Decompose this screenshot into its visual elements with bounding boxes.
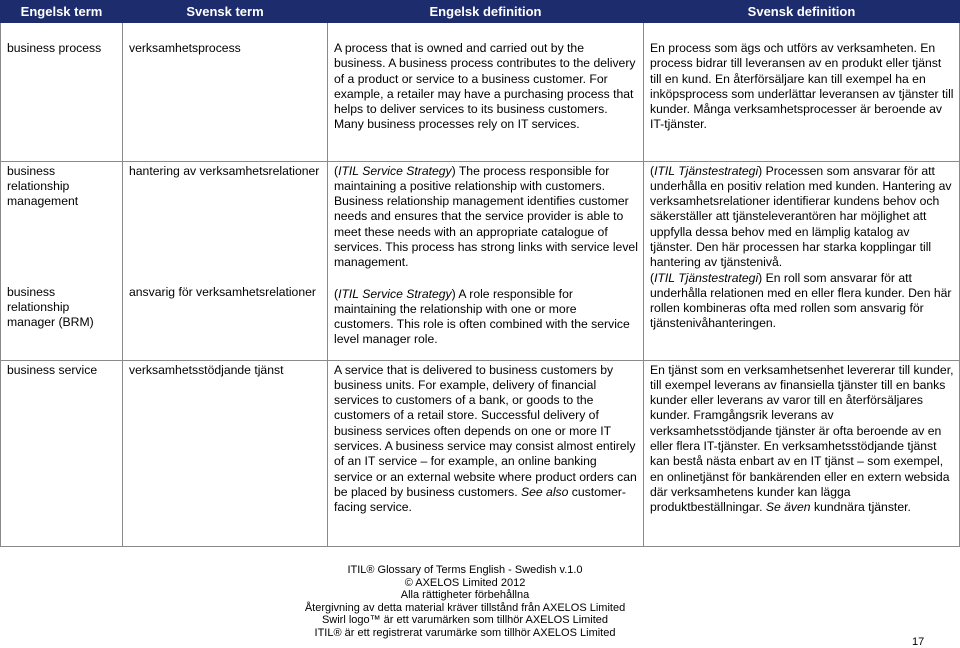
swedish-definition: En process som ägs och utförs av verksamheten. En process bidrar till leveransen av en produkt eller tjänst till en kund. En återförsäljare kan till exempel ha en inköpsprocess som underlättar leveransen av tjänster till kunder. Många verksamhetsprocesser är beroende av IT-tjänster.	[650, 41, 954, 132]
english-definition	[334, 164, 638, 271]
swedish-term-cell	[123, 39, 328, 161]
english-definition-cell	[328, 39, 644, 161]
see-also-label: See also	[520, 484, 569, 499]
header-english-term: Engelsk term	[1, 1, 123, 23]
english-term: business relationship management	[7, 163, 79, 209]
definition-text: ) En roll som ansvarar för att underhålla relationen med en eller flera kunder. Den här rollen kombineras ofta med rollen som ansvarig för tjänstenivåhanteringen.	[650, 270, 952, 331]
definition-text: customer-facing service.	[334, 484, 626, 515]
swedish-term-cell	[123, 161, 328, 360]
paren: (	[334, 163, 339, 178]
table-row	[1, 360, 960, 546]
publication-reference: ITIL Service Strategy	[338, 163, 452, 178]
swedish-term: hantering av verksamhetsrelationer	[129, 163, 320, 178]
page-number: 17	[912, 636, 925, 648]
english-term-cell	[1, 161, 123, 360]
swedish-definition	[650, 363, 953, 515]
english-term: business relationship manager (BRM)	[7, 284, 94, 330]
page-footer	[0, 564, 930, 640]
header-swedish-definition: Svensk definition	[644, 1, 960, 23]
definition-text: ) A role responsible for maintaining the relationship with one or more customers. This role is often combined with the service level manager role.	[334, 286, 630, 347]
english-definition	[334, 363, 637, 515]
english-term-cell	[1, 360, 123, 546]
header-swedish-term: Svensk term	[123, 1, 328, 23]
english-definition	[334, 287, 638, 348]
header-english-definition: Engelsk definition	[328, 1, 644, 23]
swedish-definition	[650, 271, 954, 332]
definition-text: En tjänst som en verksamhetsenhet levererar till kunder, till exempel leverans av finansiella tjänster till en banks kunder eller leverans av varor till en återförsäljares kunder. Framgångsrik leverans av verksamhetsstödjande tjänster är ofta beroende av en eller flera IT-tjänster. En verksamhetsstödjande tjänst kan bestå nästa enbart av en IT tjänst – som exempel, en onlinetjänst för bankärenden eller en extern websida där verksamhetens kunder kan lägga produktbeställningar.	[650, 362, 954, 515]
swedish-definition-cell	[644, 360, 960, 546]
swedish-term-cell	[123, 360, 328, 546]
definition-text: ) Processen som ansvarar för att underhålla en positiv relation med kunden. Hantering av verksamhetsrelationer identifierar kundens behov och säkerställer att tjänsteleverantören har möjlighet att uppfylla dessa behov med en lämplig katalog av tjänster. Den här processen har starka kopplingar till hantering av tjänstenivå.	[650, 163, 952, 270]
english-term: business service	[7, 362, 98, 377]
paren: (	[650, 163, 655, 178]
publication-reference: ITIL Service Strategy	[338, 286, 452, 301]
english-definition-cell	[328, 360, 644, 546]
publication-reference: ITIL Tjänstestrategi	[654, 270, 759, 285]
publication-reference: ITIL Tjänstestrategi	[654, 163, 759, 178]
swedish-term: ansvarig för verksamhetsrelationer	[129, 284, 316, 299]
definition-text: ) The process responsible for maintaining a positive relationship with customers. Business relationship management identifies customer needs and ensures that the service provider is able to meet these needs with an appropriate catalogue of services. This process has strong links with service level management.	[334, 163, 638, 270]
swedish-definition-cell	[644, 39, 960, 161]
footer-trademark-swirl: Swirl logo™ är ett varumärken som tillhör AXELOS Limited	[321, 614, 609, 627]
header-spacer-row	[1, 23, 960, 40]
english-term-cell	[1, 39, 123, 161]
table-header-row	[1, 1, 960, 23]
swedish-definition-cell	[644, 161, 960, 360]
english-term: business process	[7, 41, 102, 55]
paren: (	[334, 286, 339, 301]
see-also-label: Se även	[765, 500, 811, 515]
english-definition-cell	[328, 161, 644, 360]
definition-text: A service that is delivered to business customers by business units. For example, delivery of financial services to customers of a bank, or goods to the customers of a retail store. Successful delivery of business services often depends on one or more IT services. A business service may consist almost entirely of an IT service – for example, an online banking service or an external website where product orders can be placed by business customers.	[334, 362, 637, 499]
paren: (	[650, 270, 655, 285]
swedish-term: verksamhetsprocess	[129, 41, 241, 55]
table-row	[1, 161, 960, 360]
definition-text: kundnära tjänster.	[810, 500, 911, 515]
footer-copyright: © AXELOS Limited 2012	[404, 576, 526, 589]
english-definition: A process that is owned and carried out by the business. A business process contributes to the delivery of a product or service to a business customer. For example, a retailer may have a purchasing process that helps to deliver services to its business customers. Many business processes rely on IT services.	[334, 41, 636, 132]
swedish-definition	[650, 164, 954, 271]
swedish-term: verksamhetsstödjande tjänst	[129, 362, 284, 377]
footer-trademark-itil: ITIL® är ett registrerat varumärke som tillhör AXELOS Limited	[314, 626, 616, 639]
footer-glossary-title: ITIL® Glossary of Terms English - Swedish v.1.0	[347, 564, 583, 576]
footer-rights: Alla rättigheter förbehållna	[400, 589, 530, 602]
table-row	[1, 39, 960, 161]
footer-reproduction-notice: Återgivning av detta material kräver tillstånd från AXELOS Limited	[304, 601, 626, 614]
